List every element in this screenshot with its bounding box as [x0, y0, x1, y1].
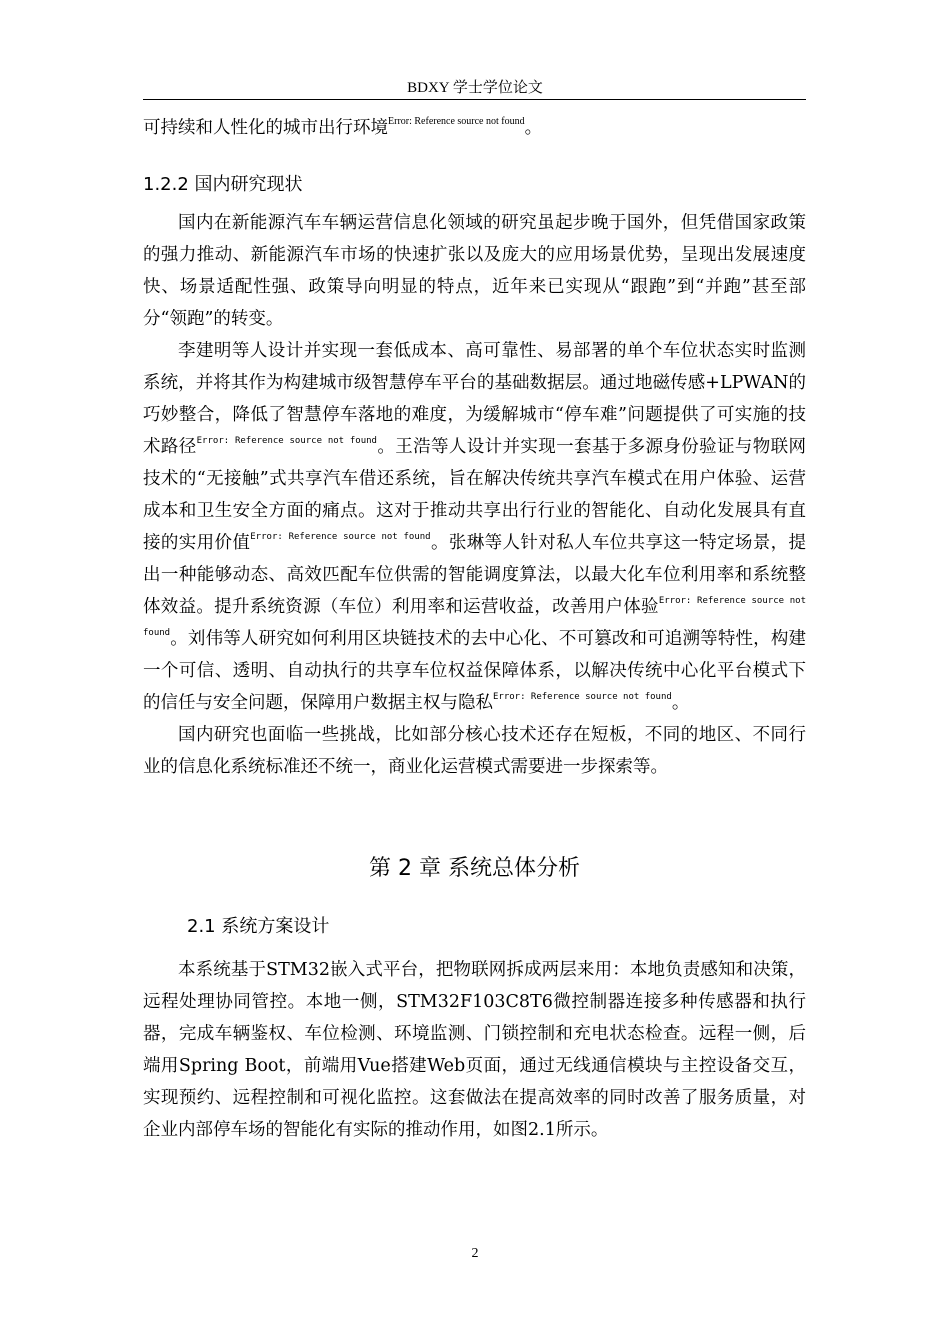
intro-tail-end: 。	[524, 118, 543, 138]
sentence-end: 。	[671, 693, 690, 713]
reference-error: Error: Reference source not found	[493, 692, 672, 702]
intro-tail-text: 可持续和人性化的城市出行环境	[143, 118, 388, 138]
reference-error: Error: Reference source not found	[388, 116, 525, 127]
section-heading-2-1: 2.1 系统方案设计	[187, 916, 330, 937]
paragraph-domestic-3: 国内研究也面临一些挑战，比如部分核心技术还存在短板，不同的地区、不同行业的信息化系统标准还不统一，商业化运营模式需要进一步探索等。	[143, 725, 806, 777]
sentence-liu: 。刘伟等人研究如何利用区块链技术的去中心化、不可篡改和可追溯等特性，构建一个可信、透明、自动执行的共享车位权益保障体系，以解决传统中心化平台模式下的信任与安全问题，保障用户数据主权与隐私	[143, 629, 806, 713]
page-content	[143, 112, 806, 1146]
intro-tail-paragraph	[143, 112, 806, 144]
section-heading-1-2-2: 1.2.2 国内研究现状	[143, 174, 303, 195]
paragraph-domestic-2	[143, 335, 806, 719]
reference-error: Error: Reference source not found	[250, 532, 431, 542]
sentence-zhang: 。张琳等人针对私人车位共享这一特定场景，提出一种能够动态、高效匹配车位供需的智能调度算法，以最大化车位利用率和系统整体效益。提升系统资源（车位）利用率和运营收益，改善用户体验	[143, 533, 807, 617]
reference-error: Error: Reference source not found	[196, 436, 377, 446]
page-number: 2	[471, 1246, 479, 1261]
reference-error: Error: Reference source not found	[143, 596, 806, 638]
chapter-title: 第 2 章 系统总体分析	[369, 856, 580, 881]
page-header: BDXY 学士学位论文	[407, 80, 543, 96]
header-rule	[143, 99, 806, 100]
sentence-wang: 。王浩等人设计并实现一套基于多源身份验证与物联网技术的“无接触”式共享汽车借还系统，旨在解决传统共享汽车模式在用户体验、运营成本和卫生安全方面的痛点。这对于推动共享出行行业的智能化、自动化发展具有直接的实用价值	[143, 437, 807, 553]
paragraph-system-design: 本系统基于STM32嵌入式平台，把物联网拆成两层来用：本地负责感知和决策，远程处理协同管控。本地一侧，STM32F103C8T6微控制器连接多种传感器和执行器，完成车辆鉴权、车位检测、环境监测、门锁控制和充电状态检查。远程一侧，后端用Spring Boot，前端用Vue搭建Web页面，通过无线通信模块与主控设备交互，实现预约、远程控制和可视化监控。这套做法在提高效率的同时改善了服务质量，对企业内部停车场的智能化有实际的推动作用，如图2.1所示。	[143, 960, 806, 1140]
paragraph-domestic-1: 国内在新能源汽车车辆运营信息化领域的研究虽起步晚于国外，但凭借国家政策的强力推动、新能源汽车市场的快速扩张以及庞大的应用场景优势，呈现出发展速度快、场景适配性强、政策导向明显的特点，近年来已实现从“跟跑”到“并跑”甚至部分“领跑”的转变。	[143, 213, 806, 329]
sentence-li: 李建明等人设计并实现一套低成本、高可靠性、易部署的单个车位状态实时监测系统，并将其作为构建城市级智慧停车平台的基础数据层。通过地磁传感+LPWAN的巧妙整合，降低了智慧停车落地的难度，为缓解城市“停车难”问题提供了可实施的技术路径	[143, 341, 806, 457]
